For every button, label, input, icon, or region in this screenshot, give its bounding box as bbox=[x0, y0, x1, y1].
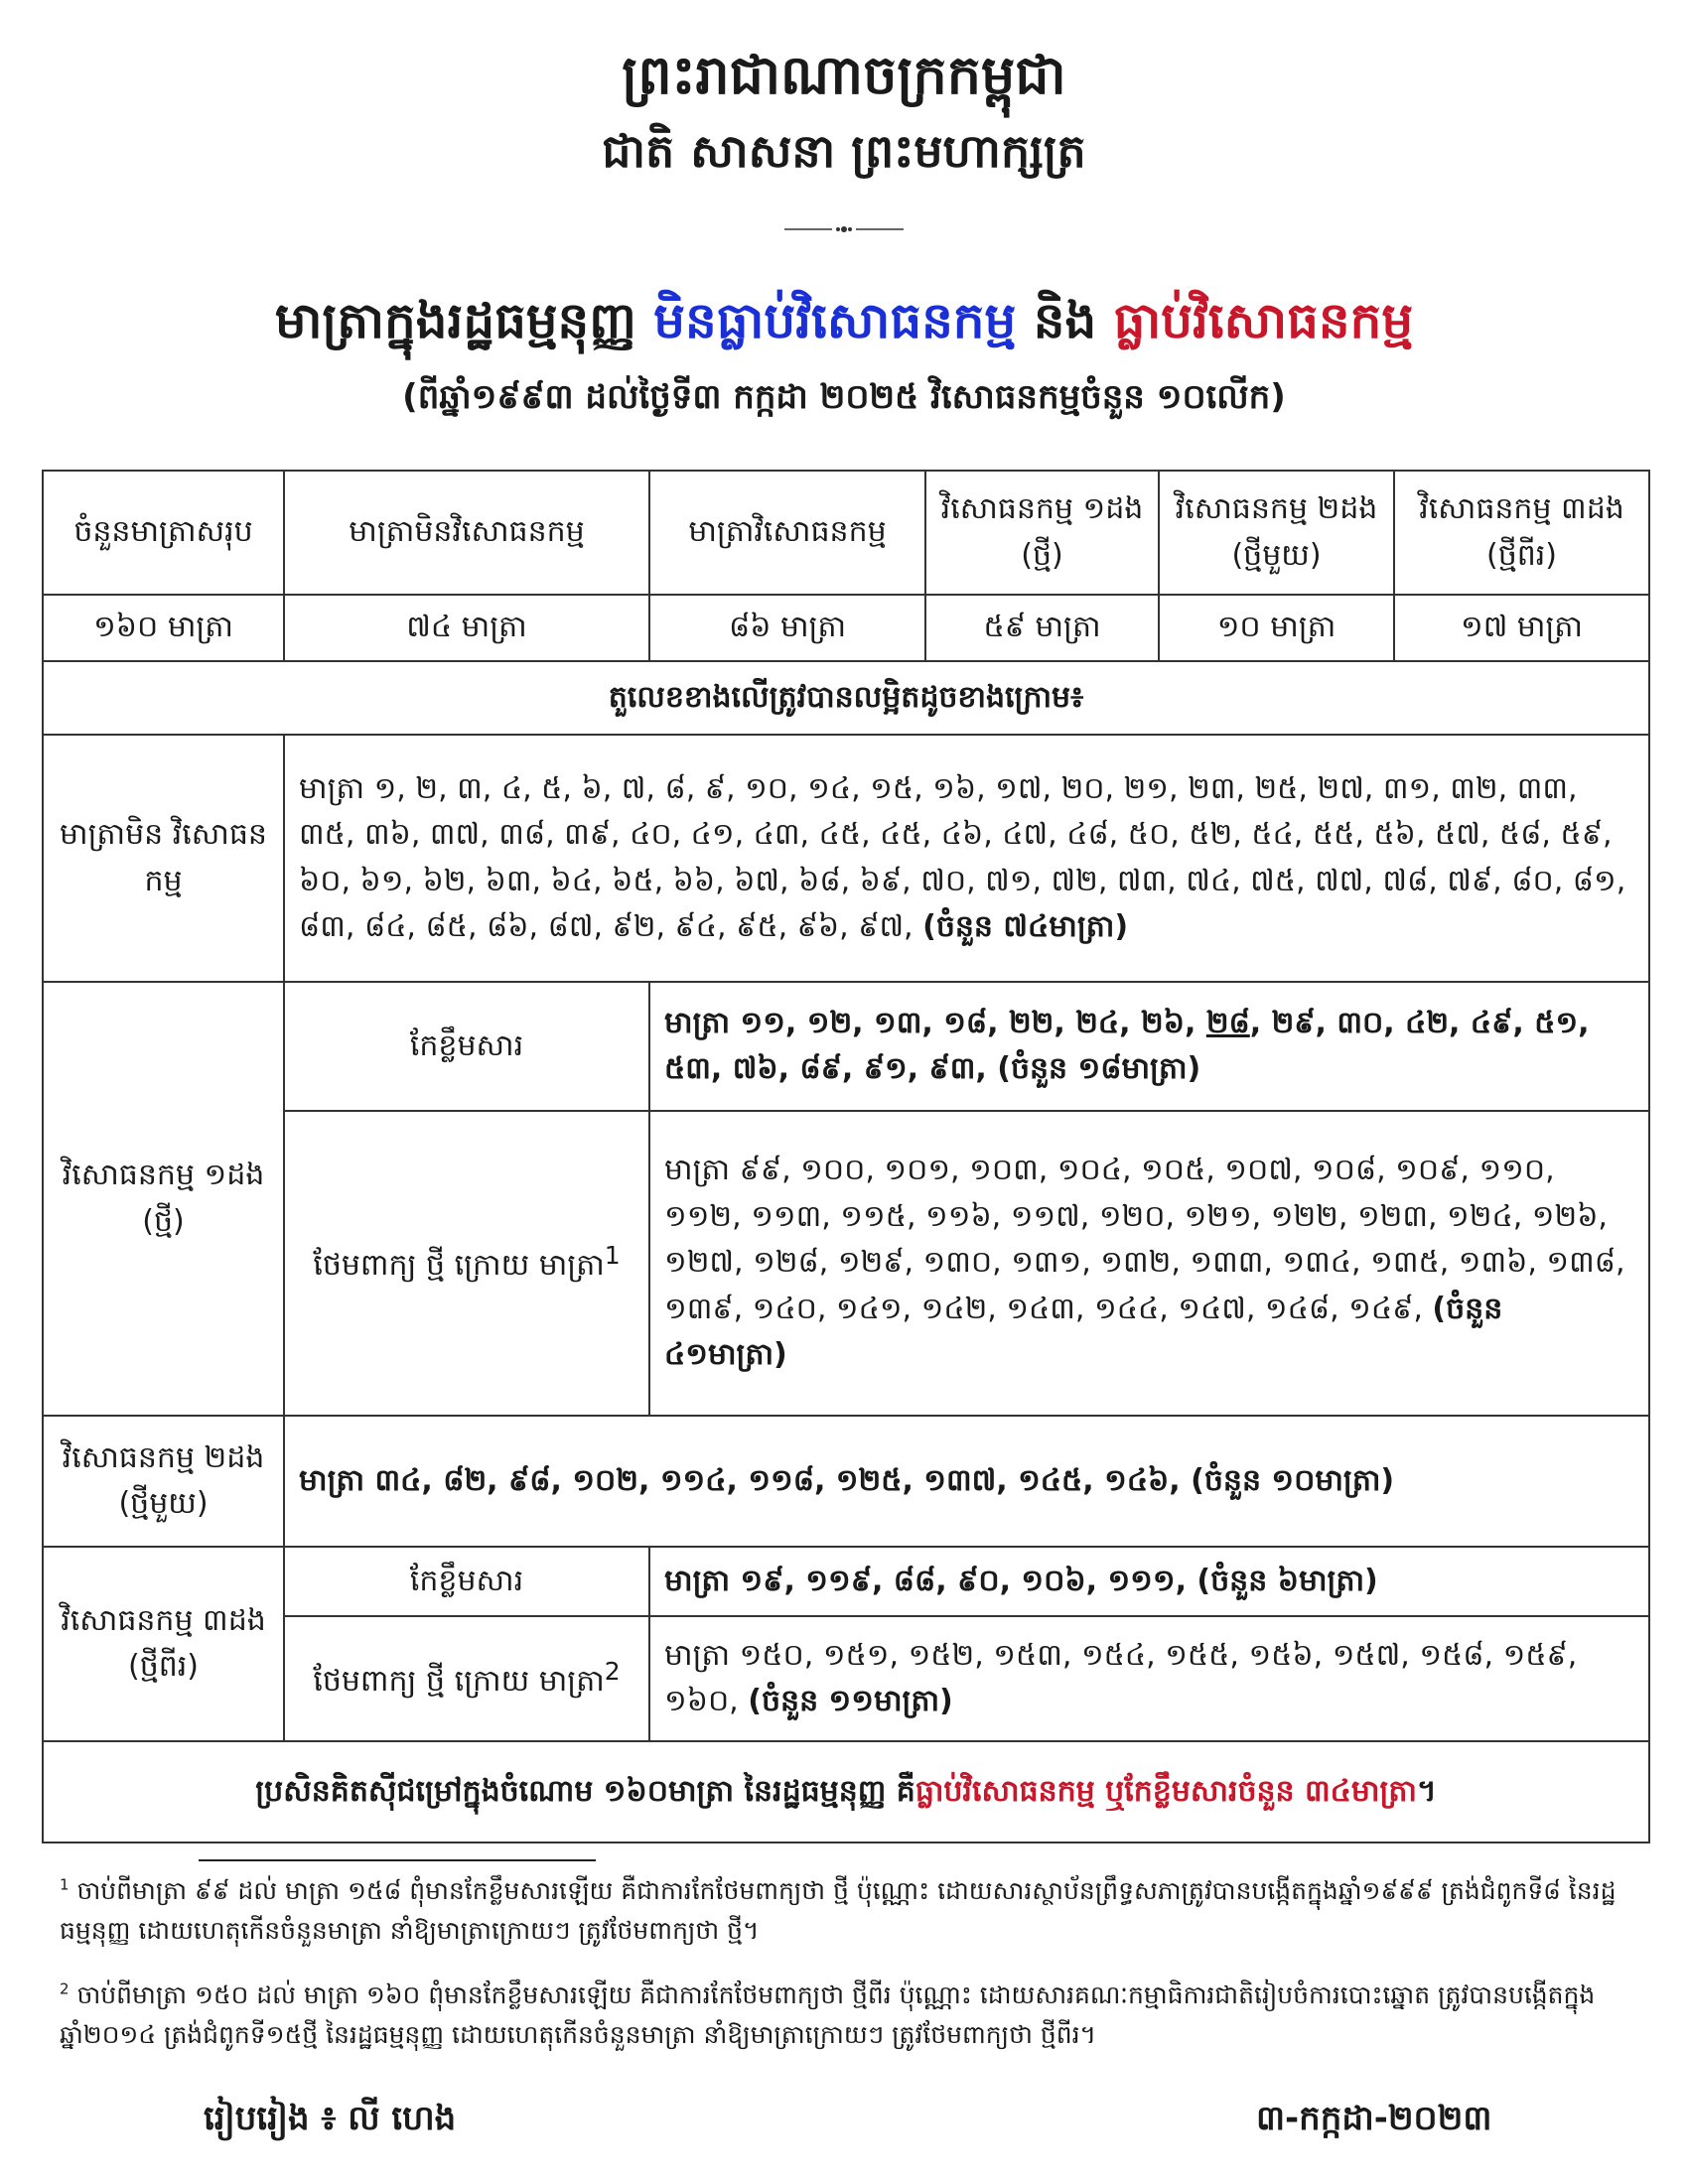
amended-thrice-added-cell bbox=[284, 1616, 649, 1741]
amended-once-revised-label: កែខ្លឹមសារ bbox=[284, 982, 649, 1111]
amended-once-added-cell bbox=[284, 1111, 649, 1416]
never-amended-label: មាត្រាមិន វិសោធនកម្ម bbox=[43, 735, 284, 982]
kingdom-heading: ព្រះរាជាណាចក្រកម្ពុជា bbox=[622, 44, 1066, 106]
title-and: និង bbox=[1016, 292, 1114, 349]
header-total: ចំនួនមាត្រាសរុប bbox=[43, 471, 284, 595]
title-never-amended: មិនធ្លាប់វិសោធនកម្ម bbox=[653, 292, 1017, 349]
summary-row bbox=[43, 1741, 1649, 1843]
header-never-amended: មាត្រាមិនវិសោធនកម្ម bbox=[284, 471, 649, 595]
summary-end: ។ bbox=[1416, 1773, 1437, 1809]
amended-thrice-added-articles bbox=[649, 1616, 1649, 1741]
never-amended-articles bbox=[284, 735, 1649, 982]
title-part1: មាត្រាក្នុងរដ្ឋធម្មនុញ្ញ bbox=[274, 292, 654, 349]
amended-thrice-added-list: មាត្រា ១៥០, ១៥១, ១៥២, ១៥៣, ១៥៤, ១៥៥, ១៥៦, ១៥៧, ១៥៨, ១៥៩, ១៦០, bbox=[664, 1637, 1578, 1718]
amendment-table bbox=[42, 470, 1650, 1843]
compiled-by: រៀបរៀង ៖ លី ហេង bbox=[204, 2099, 457, 2138]
amended-thrice-label: វិសោធនកម្ម ៣ដង (ថ្មីពីរ) bbox=[43, 1547, 284, 1741]
footnote-2-marker: 2 bbox=[60, 1979, 70, 1998]
header-amended-twice: វិសោធនកម្ម ២ដង (ថ្មីមួយ) bbox=[1159, 471, 1394, 595]
summary-text: ប្រសិនគិតស៊ីជម្រៅក្នុងចំណោម ១៦០មាត្រា នៃរដ្ឋធម្មនុញ្ញ គឺ bbox=[255, 1773, 915, 1809]
amended-thrice-revised-row bbox=[43, 1547, 1649, 1616]
amended-thrice-revised-label: កែខ្លឹមសារ bbox=[284, 1547, 649, 1616]
detail-heading-row bbox=[43, 661, 1649, 735]
amended-once-added-label: ថែមពាក្យ ថ្មី ក្រោយ មាត្រា bbox=[313, 1248, 605, 1284]
amended-once-revised-a: មាត្រា ១១, ១២, ១៣, ១៨, ២២, ២៤, ២៦, bbox=[664, 1005, 1206, 1040]
amended-once-revised-count: (ចំនួន ១៨មាត្រា) bbox=[997, 1051, 1201, 1086]
amended-twice-row bbox=[43, 1416, 1649, 1547]
header-amended-once: វិសោធនកម្ម ១ដង (ថ្មី) bbox=[925, 471, 1159, 595]
amended-thrice-revised-list: មាត្រា ១៩, ១១៩, ៨៨, ៩០, ១០៦, ១១១, bbox=[664, 1563, 1197, 1598]
footnote-2 bbox=[60, 1976, 1648, 2055]
amended-once-revised-underlined: ២៨ bbox=[1205, 1005, 1250, 1040]
count-amended-thrice: ១៧ មាត្រា bbox=[1394, 595, 1649, 661]
ornament-divider bbox=[784, 224, 904, 234]
header-amended: មាត្រាវិសោធនកម្ម bbox=[649, 471, 925, 595]
amended-once-added-row bbox=[43, 1111, 1649, 1416]
document-date: ៣-កក្កដា-២០២៣ bbox=[1256, 2099, 1492, 2138]
amended-thrice-revised-articles bbox=[649, 1547, 1649, 1616]
amended-once-added-articles bbox=[649, 1111, 1649, 1416]
footnote-ref-1: 1 bbox=[604, 1241, 621, 1271]
title-amended: ធ្លាប់វិសោធនកម្ម bbox=[1113, 292, 1414, 349]
amended-twice-label: វិសោធនកម្ម ២ដង (ថ្មីមួយ) bbox=[43, 1416, 284, 1547]
summary-highlight: ធ្លាប់វិសោធនកម្ម ឬកែខ្លឹមសារចំនួន ៣៤មាត្រា bbox=[914, 1773, 1417, 1809]
count-total: ១៦០ មាត្រា bbox=[43, 595, 284, 661]
amended-once-revised-row bbox=[43, 982, 1649, 1111]
amended-once-revised-articles bbox=[649, 982, 1649, 1111]
never-amended-list: មាត្រា ១, ២, ៣, ៤, ៥, ៦, ៧, ៨, ៩, ១០, ១៤, ១៥, ១៦, ១៧, ២០, ២១, ២៣, ២៥, ២៧, ៣១, ៣២, ៣៣, ៣៥, ៣៦, ៣៧, ៣៨, ៣៩, ៤០, ៤១, ៤៣, ៤៥, ៤៥, ៤៦, ៤៧, ៤៨, ៥០, ៥២, ៥៤, ៥៥, ៥៦, ៥៧, ៥៨, ៥៩, ៦០, ៦១, ៦២, ៦៣, ៦៤, ៦៥, ៦៦, ៦៧, ៦៨, ៦៩, ៧០, ៧១, ៧២, ៧៣, ៧៤, ៧៥, ៧៧, ៧៨, ៧៩, ៨០, ៨១, ៨៣, ៨៤, ៨៥, ៨៦, ៨៧, ៩២, ៩៤, ៩៥, ៩៦, ៩៧, bbox=[299, 770, 1626, 944]
amended-thrice-added-row bbox=[43, 1616, 1649, 1741]
amended-once-revised-b: , ២៩, ៣០, ៤២, ៤៩, ៥១, ៥៣, ៧៦, ៨៩, ៩១, ៩៣, bbox=[664, 1005, 1590, 1086]
header-amended-thrice: វិសោធនកម្ម ៣ដង (ថ្មីពីរ) bbox=[1394, 471, 1649, 595]
detail-heading: តួលេខខាងលើត្រូវបានលម្អិតដូចខាងក្រោម៖ bbox=[43, 661, 1649, 735]
header-row bbox=[43, 471, 1649, 595]
never-amended-row bbox=[43, 735, 1649, 982]
footnote-1-text: ចាប់ពីមាត្រា ៩៩ ដល់ មាត្រា ១៥៨ ពុំមានកែខ្លឹមសារឡើយ គឺជាការកែថែមពាក្យថា ថ្មី ប៉ុណ្ណោះ ដោយសារស្ថាប័នព្រឹទ្ធសភាត្រូវបានបង្កើតក្នុងឆ្នាំ១៩៩៩ ត្រង់ជំពូកទី៨ នៃរដ្ឋធម្មនុញ្ញ ដោយហេតុកើនចំនួនមាត្រា នាំឱ្យមាត្រាក្រោយៗ ត្រូវថែមពាក្យថា ថ្មី។ bbox=[60, 1876, 1617, 1945]
amended-twice-count: (ចំនួន ១០មាត្រា) bbox=[1191, 1462, 1395, 1498]
count-never-amended: ៧៤ មាត្រា bbox=[284, 595, 649, 661]
footnote-1-marker: 1 bbox=[60, 1875, 70, 1894]
amended-once-added-count: (ចំនួន ៤១មាត្រា) bbox=[664, 1291, 1503, 1373]
count-amended-twice: ១០ មាត្រា bbox=[1159, 595, 1394, 661]
footnote-separator bbox=[199, 1859, 596, 1861]
amended-once-label: វិសោធនកម្ម ១ដង (ថ្មី) bbox=[43, 982, 284, 1416]
amended-twice-articles bbox=[284, 1416, 1649, 1547]
amended-once-added-list: មាត្រា ៩៩, ១០០, ១០១, ១០៣, ១០៤, ១០៥, ១០៧, ១០៨, ១០៩, ១១០, ១១២, ១១៣, ១១៥, ១១៦, ១១៧, ១២០, ១២១, ១២២, ១២៣, ១២៤, ១២៦, ១២៧, ១២៨, ១២៩, ១៣០, ១៣១, ១៣២, ១៣៣, ១៣៤, ១៣៥, ១៣៦, ១៣៨, ១៣៩, ១៤០, ១៤១, ១៤២, ១៤៣, ១៤៤, ១៤៧, ១៤៨, ១៤៩, bbox=[664, 1153, 1625, 1326]
footnote-1 bbox=[60, 1871, 1648, 1951]
amended-thrice-revised-count: (ចំនួន ៦មាត្រា) bbox=[1196, 1563, 1378, 1598]
never-amended-count: (ចំនួន ៧៤មាត្រា) bbox=[922, 909, 1129, 944]
footnote-2-text: ចាប់ពីមាត្រា ១៥០ ដល់ មាត្រា ១៦០ ពុំមានកែខ្លឹមសារឡើយ គឺជាការកែថែមពាក្យថា ថ្មីពីរ ប៉ុណ្ណោះ ដោយសារគណៈកម្មាធិការជាតិរៀបចំការបោះឆ្នោត ត្រូវបានបង្កើតក្នុងឆ្នាំ២០១៤ ត្រង់ជំពូកទី១៥ថ្មី នៃរដ្ឋធម្មនុញ្ញ ដោយហេតុកើនចំនួនមាត្រា នាំឱ្យមាត្រាក្រោយៗ ត្រូវថែមពាក្យថា ថ្មីពីរ។ bbox=[60, 1980, 1596, 2049]
amended-thrice-added-count: (ចំនួន ១១មាត្រា) bbox=[748, 1684, 953, 1718]
document-subtitle: (ពីឆ្នាំ១៩៩៣ ដល់ថ្ងៃទី៣ កក្កដា ២០២៥ វិសោធនកម្មចំនួន ១០លើក) bbox=[402, 377, 1286, 417]
document-title bbox=[0, 290, 1688, 362]
count-amended: ៨៦ មាត្រា bbox=[649, 595, 925, 661]
amended-thrice-added-label: ថែមពាក្យ ថ្មី ក្រោយ មាត្រា bbox=[313, 1663, 605, 1699]
footnote-ref-2: 2 bbox=[604, 1656, 621, 1686]
count-amended-once: ៥៩ មាត្រា bbox=[925, 595, 1159, 661]
summary-cell bbox=[43, 1741, 1649, 1843]
amended-twice-list: មាត្រា ៣៤, ៨២, ៩៨, ១០២, ១១៤, ១១៨, ១២៥, ១៣៧, ១៤៥, ១៤៦, bbox=[299, 1462, 1192, 1498]
count-row bbox=[43, 595, 1649, 661]
motto-heading: ជាតិ សាសនា ព្រះមហាក្សត្រ bbox=[602, 124, 1086, 178]
